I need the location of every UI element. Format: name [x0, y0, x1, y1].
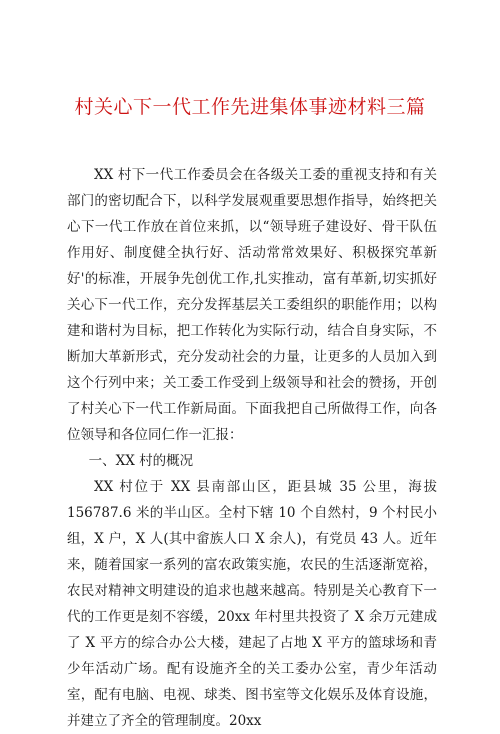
paragraph-intro: XX 村下一代工作委员会在各级关工委的重视支持和有关部门的密切配合下，以科学发展观重要思想作指导，始终把关心下一代工作放在首位来抓，以“领导班子建设好、骨干队伍作用好、制度健全执行好、活动常常效果好、积极探究革新好'的标准，开展争先创优工作,扎实推动，富有革新,切实抓好关心下一代工作，充分发挥基层关工委组织的职能作用；以构建和谐村为目标，把工作转化为实际行动，结合自身实际，不断加大革新形式，充分发动社会的力量，让更多的人员加入到这个行列中来；关工委工作受到上级领导和社会的赞扬，开创了村关心下一代工作新局面。下面我把自己所做得工作，向各位领导和各位同仁作一汇报： — [67, 167, 437, 443]
paragraph-overview: XX 村位于 XX 县南部山区，距县城 35 公里，海拔 156787.6 米的半山区。全村下辖 10 个自然村，9 个村民小组，X 户，X 人(其中畲族人口 X 余人)，有党员 43 人。近年来，随着国家一系列的富农政策实施，农民的生活逐渐宽裕，农民对精神文明建设的追求也越来越高。特别是关心教育下一代的工作更是刻不容缓，20xx 年村里共投资了 X 余万元建成了 X 平方的综合办公大楼，建起了占地 X 平方的篮球场和青少年活动广场。配有设施齐全的关工委办公室，青少年活动室，配有电脑、电视、球类、图书室等文化娱乐及体育设施，并建立了齐全的管理制度。20xx — [67, 479, 437, 729]
document-title: 村关心下一代工作先进集体事迹材料三篇 — [74, 96, 426, 118]
document-body — [67, 162, 437, 734]
section-heading: 一、XX 村的概况 — [88, 453, 194, 469]
